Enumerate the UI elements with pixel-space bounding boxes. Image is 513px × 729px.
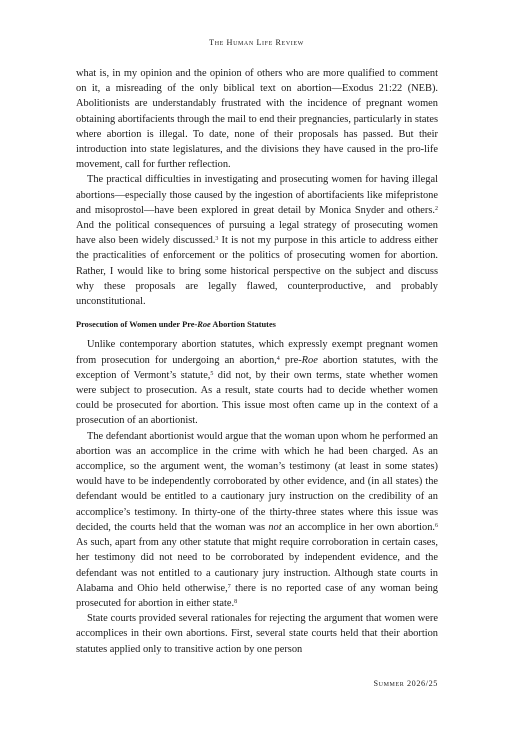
paragraph-practical-difficulties: [76, 172, 438, 309]
heading-italic: Roe: [197, 320, 211, 330]
heading-text: Abortion Statutes: [210, 320, 276, 330]
paragraph-text: there is no reported case of any woman being prosecuted for abortion in either state.: [76, 582, 439, 609]
paragraph-text: The practical difficulties in investigating and prosecuting women for having illegal abortions—especially those caused by the ingestion of abortifacients like mifepristone and misoprostol—have been explored in great detail by Monica Snyder and others.: [76, 174, 438, 216]
paragraph-text: did not, by their own terms, state whether women were subject to prosecution. As a result, state courts had to decide whether women could be prosecuted for abortion. This issue most often came up in the context of a prosecution of an abortionist.: [76, 369, 438, 427]
paragraph-state-courts: State courts provided several rationales for rejecting the argument that women were accomplices in their own abortions. First, several state courts held that their abortion statutes applied only to transitive action by one person: [76, 613, 438, 655]
running-footer: Summer 2026/25: [373, 679, 438, 688]
footnote-ref-5: 5: [210, 370, 214, 377]
paragraph-text: The defendant abortionist would argue that the woman upon whom he performed an abortion was an accomplice in the crime with which he had been charged. As an accomplice, so the argument went, the woman’s testimony (at least in some states) would have to be independently corroborated by other evidence, and (in all states) the defendant would be entitled to a cautionary jury instruction on the credibility of an accomplice’s testimony. In thirty-one of the thirty-three states where this issue was decided, the courts held that the woman was: [76, 430, 438, 533]
paragraph-text: And the political consequences of pursuing a legal strategy of prosecuting women have also been widely discussed.: [76, 220, 438, 247]
heading-text: Prosecution of Women under Pre-: [76, 320, 198, 330]
section-heading: [76, 317, 438, 332]
italic-text: not: [268, 521, 282, 533]
paragraph-text: Unlike contemporary abortion statutes, which expressly exempt pregnant women from prosecution for undergoing an abortion,: [76, 339, 438, 366]
footnote-ref-2: 2: [435, 205, 438, 212]
paragraph-text: an accomplice in her own abortion.: [281, 521, 436, 533]
footnote-ref-4: 4: [276, 355, 280, 362]
article-body: [76, 66, 438, 657]
footnote-ref-6: 6: [435, 522, 439, 529]
italic-text: Roe: [301, 354, 318, 366]
paragraph-unlike-contemporary: [76, 337, 438, 428]
paragraph-text: As such, apart from any other statute that might require corroboration in certain cases, her testimony did not need to be corroborated by independent evidence, and the defendant was not entitled to a cautionary jury instruction. Although state courts in Alabama and Ohio held otherwise,: [76, 537, 438, 594]
paragraph-text: abortion statutes, with the exception of Vermont’s statute,: [76, 354, 439, 381]
running-header: The Human Life Review: [209, 38, 304, 47]
paragraph-continued: what is, in my opinion and the opinion of others who are more qualified to comment on it, a misreading of the only biblical text on abortion—Exodus 21:22 (NEB). Abolitionists are understandably frustrated with the incidence of pregnant women obtaining abortifacients through the mail to end their pregnancies, particularly in states where abortion is illegal. To date, none of their proposals has passed. But their introduction into state legislatures, and the divisions they have caused in the pro-life movement, call for further reflection.: [76, 68, 438, 171]
footnote-ref-3: 3: [215, 236, 219, 243]
footnote-ref-7: 7: [227, 583, 231, 590]
paragraph-text: pre-: [279, 354, 302, 366]
paragraph-defendant-abortionist: [76, 429, 438, 611]
footnote-ref-8: 8: [234, 598, 238, 605]
paragraph-text: It is not my purpose in this article to address either the practicalities of enforcement or the politics of prosecuting women for abortion. Rather, I would like to bring some historical perspective on the subject and discuss why these proposals are legally flawed, counterproductive, and probably unconstitutional.: [76, 235, 438, 308]
